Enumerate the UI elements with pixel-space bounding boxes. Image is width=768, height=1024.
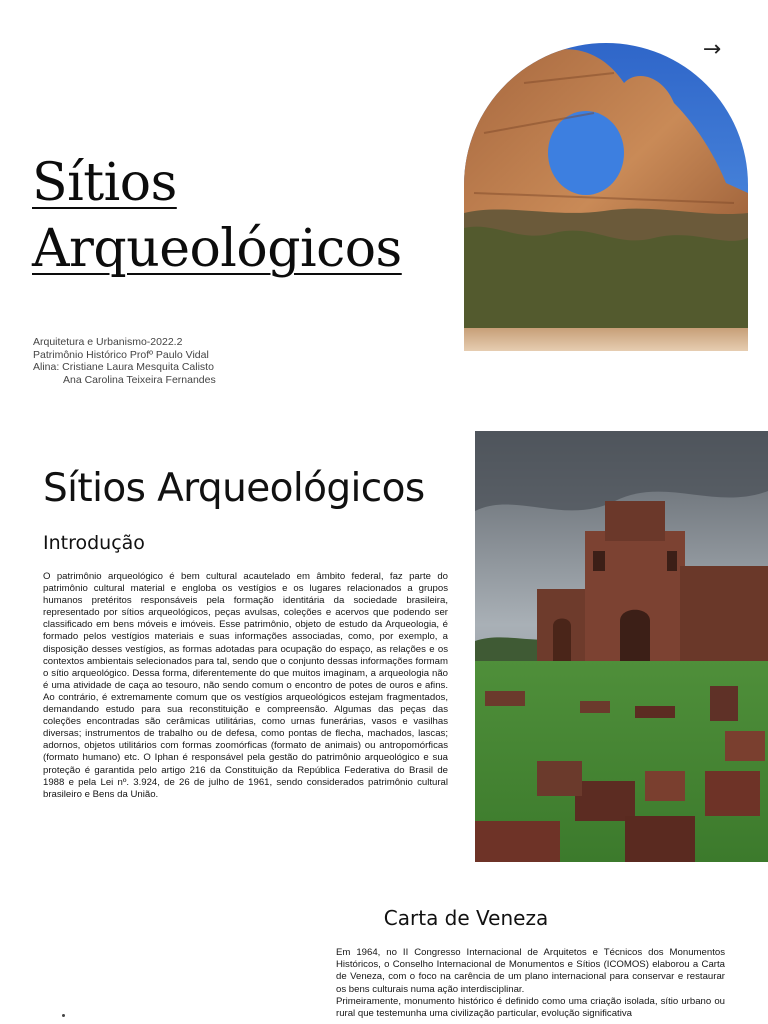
mission-ruins-photo xyxy=(475,431,768,862)
carta-paragraph-2: Primeiramente, monumento histórico é definido como uma criação isolada, sítio urbano ou rural que testemunha uma civilização particular, evolução significativa xyxy=(336,995,725,1020)
student-line-2: Ana Carolina Teixeira Fernandes xyxy=(63,373,216,386)
professor-line: Patrimônio Histórico Profº Paulo Vidal xyxy=(33,348,209,361)
cover-title-line-2: Arqueológicos xyxy=(32,219,402,279)
arrow-right-icon[interactable]: → xyxy=(702,37,722,62)
intro-heading: Introdução xyxy=(43,532,145,554)
carta-paragraph-1: Em 1964, no II Congresso Internacional de Arquitetos e Técnicos dos Monumentos Históricos, o Conselho Internacional de Monumentos e Sítios (ICOMOS) elaborou a Carta de Veneza, com o foco na carência de um plano internacional para conservar e restaurar os bens culturais numa ação interdisciplinar. xyxy=(336,947,725,995)
course-line: Arquitetura e Urbanismo-2022.2 xyxy=(33,336,183,348)
cover-title-line-1: Sítios xyxy=(32,153,177,213)
section-title: Sítios Arqueológicos xyxy=(43,466,425,511)
student-line-1: Alina: Cristiane Laura Mesquita Calisto xyxy=(33,361,214,373)
cover-credits xyxy=(33,336,293,386)
rock-arch-photo xyxy=(464,43,748,351)
intro-paragraph: O patrimônio arqueológico é bem cultural acautelado em âmbito federal, faz parte do patrimônio cultural material e engloba os vestígios e os lugares relacionados a grupos humanos pretéritos responsáveis pela formação identitária da sociedade brasileira, representado por sítios arqueológicos, peças avulsas, coleções e acervos que podendo ser classificado em bens móveis e imóveis. Esse patrimônio, objeto de estudo da Arqueologia, é formado pelos vestígios materiais e suas informações associadas, como, por exemplo, a disposição desses vestígios, as formas adotadas para ocupação do espaço, as relações e os contextos ambientais selecionados para tal, sendo que o conjunto dessas informações formam o sítio arqueológico. Dessa forma, diferentemente do que muitos imaginam, a arqueologia não é uma atividade de caça ao tesouro, não sendo comum o encontro de potes de ouros e afins. Ao contrário, é extremamente comum que os vestígios arqueológicos estejam fragmentados, demandando estudo para sua reconstituição e compreensão. Algumas das peças das coleções encontradas são cerâmicas utilitárias, como urnas funerárias, vasos e vasilhas diversas; instrumentos de trabalho ou de defesa, como pontas de flecha, machados, lascas; adornos, objetos utilitários com formas zoomórficas (formato de animais) ou antropomórficas (formato humano) etc. O Iphan é responsável pela gestão do patrimônio arqueológico e sua proteção é garantida pelo artigo 216 da Constituição da República Federativa do Brasil de 1988 e pela Lei nº. 3.924, de 26 de julho de 1961, sendo considerados patrimônio cultural brasileiro e Bens da União. xyxy=(43,571,448,800)
page-dot xyxy=(62,1014,65,1017)
mission-ruins-illustration xyxy=(475,431,768,862)
carta-body xyxy=(336,947,725,1020)
carta-heading: Carta de Veneza xyxy=(383,906,549,930)
cover-title xyxy=(32,150,462,282)
rock-arch-illustration xyxy=(464,43,748,351)
